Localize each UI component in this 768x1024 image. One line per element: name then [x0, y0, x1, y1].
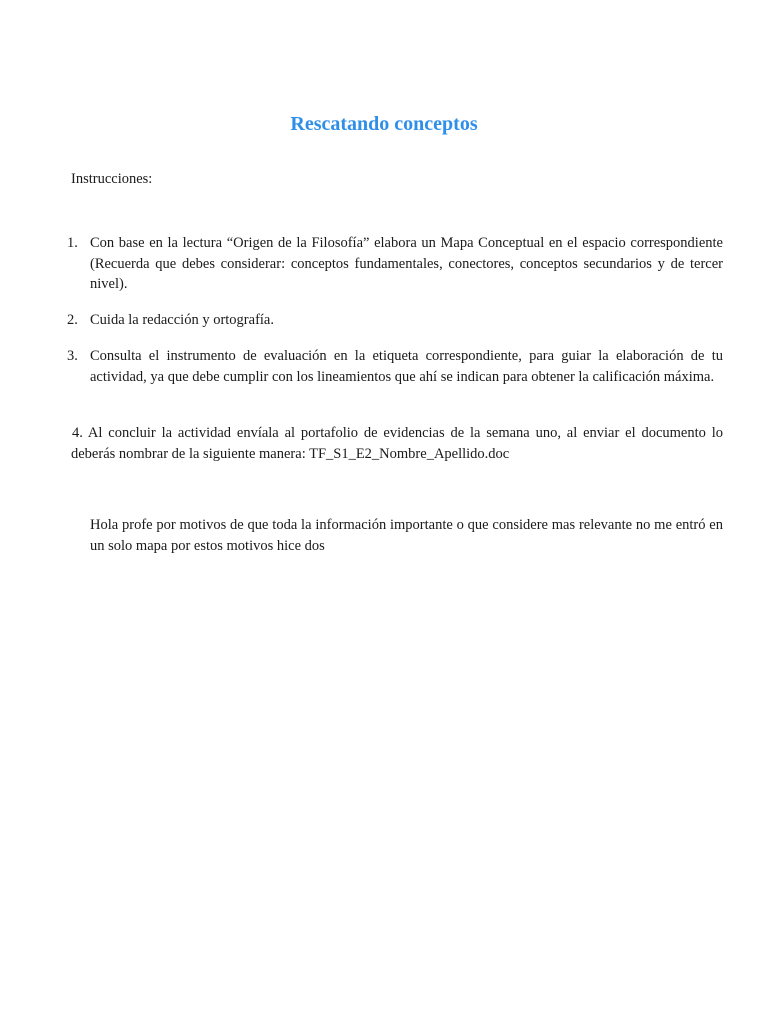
instruction-item-3: [67, 346, 723, 387]
instruction-text-1: Con base en la lectura “Origen de la Filosofía” elabora un Mapa Conceptual en el espacio correspondiente (Recuerda que debes considerar: conceptos fundamentales, conectores, conceptos secundarios y de tercer nivel).: [90, 235, 723, 292]
instruction-number-2: 2.: [67, 312, 78, 328]
instruction-item-2: [67, 310, 723, 331]
instruction-text-3: Consulta el instrumento de evaluación en la etiqueta correspondiente, para guiar la elaboración de tu actividad, ya que debe cumplir con los lineamientos que ahí se indican para obtener la calificación máxima.: [90, 348, 723, 385]
instruction-number-4: 4.: [72, 425, 83, 441]
student-note: Hola profe por motivos de que toda la información importante o que considere mas relevante no me entró en un solo mapa por estos motivos hice dos: [90, 517, 723, 554]
instruction-number-3: 3.: [67, 348, 78, 364]
instruction-text-4: Al concluir la actividad envíala al portafolio de evidencias de la semana uno, al enviar el documento lo deberás nombrar de la siguiente manera: TF_S1_E2_Nombre_Apellido.doc: [71, 425, 724, 462]
instructions-label: Instrucciones:: [71, 171, 153, 187]
instruction-number-1: 1.: [67, 235, 78, 251]
instruction-item-4: [71, 423, 723, 464]
instruction-item-1: [67, 233, 723, 295]
document-title: Rescatando conceptos: [290, 113, 478, 135]
instruction-text-2: Cuida la redacción y ortografía.: [90, 312, 274, 328]
